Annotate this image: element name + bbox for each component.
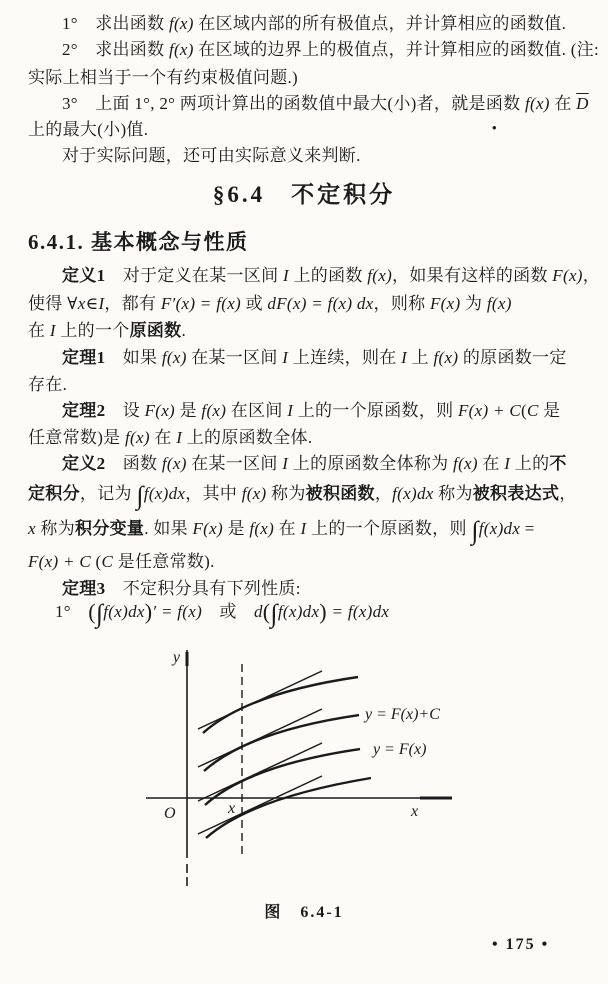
tangent-line-2 [198,709,322,767]
subsection-heading: 6.4.1. 基本概念与性质 [28,230,249,254]
property-formula: 1° (∫f(x)dx)′ = f(x) 或 d(∫f(x)dx) = f(x)dx [55,599,390,628]
thm2-line-1: 定理2 设 F(x) 是 f(x) 在区间 I 上的一个原函数，则 F(x) + C(C 是 [62,401,561,420]
intro-line-3: 实际上相当于一个有约束极值问题.) [28,68,299,87]
intro-line-1: 1° 求出函数 f(x) 在区域内部的所有极值点，并计算相应的函数值. [62,14,567,33]
y-axis-label: y [172,649,180,666]
x-axis-label: x [411,803,419,820]
intro-line-2: 2° 求出函数 f(x) 在区域的边界上的极值点，并计算相应的函数值. (注: [62,40,599,59]
thm2-line-2: 任意常数)是 f(x) 在 I 上的原函数全体. [28,428,313,447]
def1-line-1: 定义1 对于定义在某一区间 I 上的函数 f(x)，如果有这样的函数 F(x)， [62,266,601,285]
thm3-line: 定理3 不定积分具有下列性质: [62,579,301,598]
figure-caption: 图 6.4-1 [264,904,344,921]
def2-line-3: x 称为积分变量. 如果 F(x) 是 f(x) 在 I 上的一个原函数，则 ∫f(x)dx = [28,516,535,545]
def1-line-3: 在 I 上的一个原函数. [28,321,187,340]
point-x-label: x [228,800,236,817]
def2-line-2: 定积分，记为 ∫f(x)dx，其中 f(x) 称为被积函数，f(x)dx 称为被积表达式， [28,481,577,510]
def2-line-4: F(x) + C (C 是任意常数). [28,552,215,571]
page-number: • 175 • [492,936,550,953]
intro-line-4: 3° 上面 1°, 2° 两项计算出的函数值中最大(小)者，就是函数 f(x) 在 $\overline{D}$ [62,94,589,113]
tangent-line-1 [198,671,322,729]
origin-label: O [164,805,176,822]
ink-speck: • [492,120,497,135]
figure-641 [130,642,590,892]
def2-line-1: 定义2 函数 f(x) 在某一区间 I 上的原函数全体称为 f(x) 在 I 上的不 [62,454,567,473]
section-heading: §6.4 不定积分 [212,182,396,207]
curve-base-label: y = F(x) [373,741,427,758]
curve-family-label: y = F(x)+C [365,706,440,723]
thm1-line-2: 存在. [28,375,68,394]
thm1-line-1: 定理1 如果 f(x) 在某一区间 I 上连续，则在 I 上 f(x) 的原函数一定 [62,348,567,367]
intro-line-5: 上的最大(小)值. [28,120,149,139]
antiderivative-curve-3 [205,749,360,805]
intro-line-6: 对于实际问题，还可由实际意义来判断. [62,146,361,165]
antiderivative-curve-1 [203,677,358,733]
tangent-line-4 [198,776,322,834]
antiderivative-family-plot [130,642,590,892]
def1-line-2: 使得 ∀x∈I，都有 F′(x) = f(x) 或 dF(x) = f(x) dx，则称 F(x) 为 f(x) [28,294,512,313]
